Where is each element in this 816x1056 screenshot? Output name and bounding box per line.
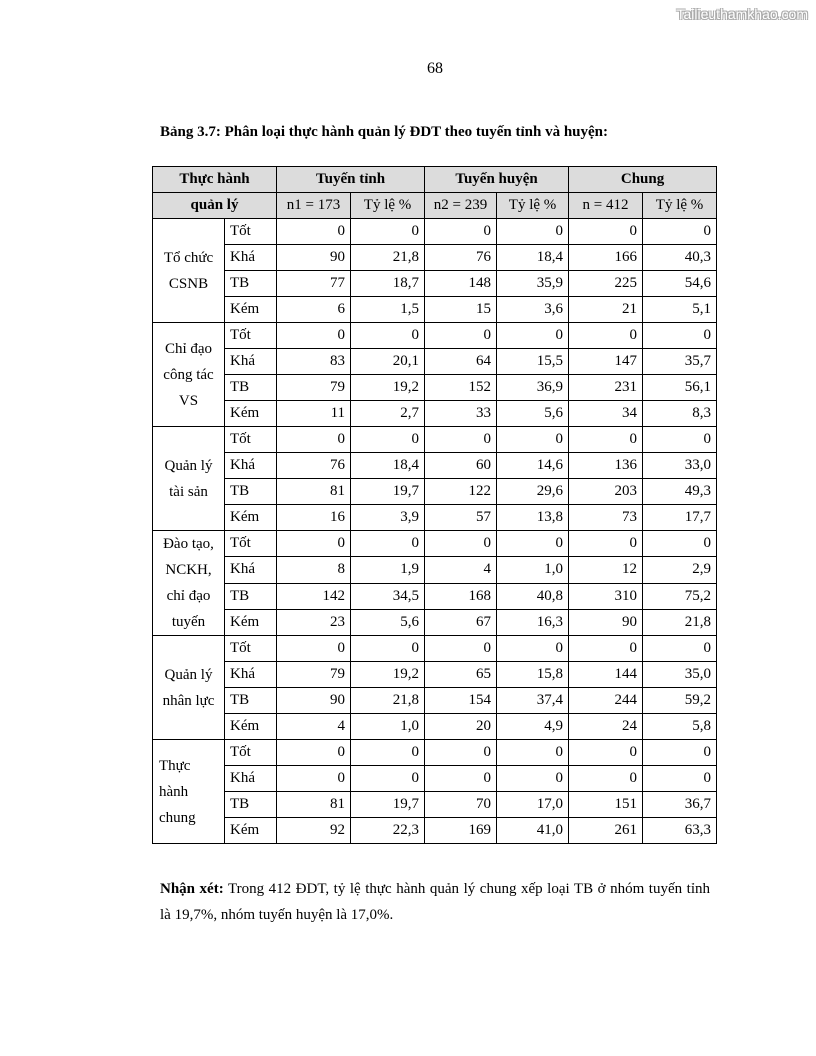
value-cell: 0 (425, 323, 497, 349)
value-cell: 0 (277, 219, 351, 245)
group-label (153, 531, 225, 636)
value-cell: 144 (569, 662, 643, 688)
value-cell: 70 (425, 792, 497, 818)
level-cell: Tốt (225, 323, 277, 349)
value-cell: 1,5 (351, 297, 425, 323)
value-cell: 0 (277, 427, 351, 453)
table-row (153, 662, 717, 688)
value-cell: 79 (277, 375, 351, 401)
value-cell: 35,9 (497, 271, 569, 297)
value-cell: 17,0 (497, 792, 569, 818)
value-cell: 0 (425, 636, 497, 662)
value-cell: 0 (569, 427, 643, 453)
value-cell: 49,3 (643, 479, 717, 505)
header-practice-line2: quản lý (153, 193, 277, 219)
group-label (153, 427, 225, 531)
value-cell: 8 (277, 557, 351, 583)
group-label (153, 740, 225, 844)
value-cell: 0 (569, 219, 643, 245)
value-cell: 34 (569, 401, 643, 427)
value-cell: 35,0 (643, 662, 717, 688)
value-cell: 75,2 (643, 583, 717, 609)
value-cell: 169 (425, 818, 497, 844)
remark-paragraph (160, 876, 710, 928)
level-cell: Tốt (225, 636, 277, 662)
value-cell: 8,3 (643, 401, 717, 427)
value-cell: 0 (643, 427, 717, 453)
value-cell: 11 (277, 401, 351, 427)
value-cell: 0 (277, 323, 351, 349)
value-cell: 0 (497, 219, 569, 245)
value-cell: 0 (425, 766, 497, 792)
value-cell: 244 (569, 688, 643, 714)
level-cell: Tốt (225, 740, 277, 766)
value-cell: 60 (425, 453, 497, 479)
value-cell: 18,7 (351, 271, 425, 297)
value-cell: 0 (277, 531, 351, 557)
table-row (153, 609, 717, 635)
value-cell: 21 (569, 297, 643, 323)
management-practice-table (152, 166, 717, 844)
level-cell: Khá (225, 453, 277, 479)
value-cell: 24 (569, 714, 643, 740)
table-row (153, 375, 717, 401)
level-cell: Kém (225, 609, 277, 635)
level-cell: TB (225, 271, 277, 297)
group-label-line: chung (159, 809, 196, 826)
value-cell: 0 (643, 766, 717, 792)
value-cell: 22,3 (351, 818, 425, 844)
group-label (153, 323, 225, 427)
table-row (153, 453, 717, 479)
header-practice-line1: Thực hành (153, 167, 277, 193)
table-row (153, 505, 717, 531)
value-cell: 18,4 (497, 245, 569, 271)
value-cell: 0 (351, 636, 425, 662)
value-cell: 0 (497, 323, 569, 349)
value-cell: 0 (497, 636, 569, 662)
table-row (153, 349, 717, 375)
value-cell: 3,9 (351, 505, 425, 531)
value-cell: 0 (569, 740, 643, 766)
value-cell: 19,7 (351, 792, 425, 818)
value-cell: 15 (425, 297, 497, 323)
value-cell: 0 (351, 766, 425, 792)
value-cell: 21,8 (351, 688, 425, 714)
value-cell: 0 (425, 740, 497, 766)
value-cell: 13,8 (497, 505, 569, 531)
level-cell: TB (225, 583, 277, 609)
group-label-line: Tổ chức (163, 249, 214, 266)
group-label-line: nhân lực (162, 692, 215, 709)
value-cell: 0 (569, 636, 643, 662)
value-cell: 57 (425, 505, 497, 531)
header-district: Tuyến huyện (425, 167, 569, 193)
value-cell: 15,5 (497, 349, 569, 375)
remark-text: Trong 412 ĐDT, tỷ lệ thực hành quản lý chung xếp loại TB ở nhóm tuyến tỉnh là 19,7%, nhóm tuyến huyện là 17,0%. (160, 881, 710, 923)
value-cell: 0 (497, 766, 569, 792)
value-cell: 21,8 (643, 609, 717, 635)
table-row (153, 740, 717, 766)
value-cell: 151 (569, 792, 643, 818)
value-cell: 12 (569, 557, 643, 583)
group-label-line: VS (178, 392, 199, 409)
level-cell: Kém (225, 505, 277, 531)
table-row (153, 531, 717, 557)
value-cell: 231 (569, 375, 643, 401)
table-row (153, 583, 717, 609)
value-cell: 16,3 (497, 609, 569, 635)
value-cell: 81 (277, 479, 351, 505)
value-cell: 76 (425, 245, 497, 271)
table-caption: Bảng 3.7: Phân loại thực hành quản lý ĐDT theo tuyến tỉnh và huyện: (160, 124, 609, 140)
value-cell: 17,7 (643, 505, 717, 531)
level-cell: Tốt (225, 531, 277, 557)
value-cell: 63,3 (643, 818, 717, 844)
level-cell: Khá (225, 349, 277, 375)
value-cell: 41,0 (497, 818, 569, 844)
table-row (153, 557, 717, 583)
value-cell: 0 (277, 636, 351, 662)
value-cell: 2,7 (351, 401, 425, 427)
value-cell: 36,9 (497, 375, 569, 401)
value-cell: 19,2 (351, 375, 425, 401)
value-cell: 81 (277, 792, 351, 818)
value-cell: 0 (497, 427, 569, 453)
level-cell: Kém (225, 401, 277, 427)
value-cell: 0 (569, 766, 643, 792)
level-cell: Kém (225, 297, 277, 323)
table-row (153, 427, 717, 453)
value-cell: 136 (569, 453, 643, 479)
value-cell: 21,8 (351, 245, 425, 271)
value-cell: 14,6 (497, 453, 569, 479)
value-cell: 0 (351, 323, 425, 349)
group-label (153, 636, 225, 740)
value-cell: 1,0 (497, 557, 569, 583)
table-row (153, 297, 717, 323)
table-row (153, 766, 717, 792)
value-cell: 29,6 (497, 479, 569, 505)
value-cell: 4,9 (497, 714, 569, 740)
level-cell: TB (225, 375, 277, 401)
header-pct3: Tỷ lệ % (643, 193, 717, 219)
value-cell: 33 (425, 401, 497, 427)
value-cell: 147 (569, 349, 643, 375)
header-province: Tuyến tỉnh (277, 167, 425, 193)
group-label-line: tài sản (169, 483, 208, 500)
value-cell: 56,1 (643, 375, 717, 401)
value-cell: 23 (277, 609, 351, 635)
value-cell: 0 (569, 323, 643, 349)
value-cell: 122 (425, 479, 497, 505)
header-n1: n1 = 173 (277, 193, 351, 219)
value-cell: 0 (643, 323, 717, 349)
group-label-line: công tác (163, 366, 214, 383)
value-cell: 4 (425, 557, 497, 583)
value-cell: 37,4 (497, 688, 569, 714)
table-row (153, 636, 717, 662)
value-cell: 148 (425, 271, 497, 297)
level-cell: TB (225, 479, 277, 505)
header-pct1: Tỷ lệ % (351, 193, 425, 219)
value-cell: 154 (425, 688, 497, 714)
value-cell: 5,6 (497, 401, 569, 427)
level-cell: Tốt (225, 219, 277, 245)
value-cell: 0 (351, 219, 425, 245)
value-cell: 225 (569, 271, 643, 297)
value-cell: 0 (643, 219, 717, 245)
value-cell: 90 (277, 688, 351, 714)
value-cell: 40,8 (497, 583, 569, 609)
value-cell: 5,1 (643, 297, 717, 323)
level-cell: Kém (225, 818, 277, 844)
header-overall: Chung (569, 167, 717, 193)
value-cell: 0 (351, 427, 425, 453)
value-cell: 0 (425, 219, 497, 245)
value-cell: 1,0 (351, 714, 425, 740)
value-cell: 0 (351, 740, 425, 766)
value-cell: 54,6 (643, 271, 717, 297)
value-cell: 34,5 (351, 583, 425, 609)
value-cell: 20 (425, 714, 497, 740)
value-cell: 73 (569, 505, 643, 531)
value-cell: 0 (643, 531, 717, 557)
value-cell: 5,8 (643, 714, 717, 740)
group-label-line: Thực (159, 757, 191, 774)
header-n3: n = 412 (569, 193, 643, 219)
group-label-line: NCKH, (165, 562, 212, 578)
table-row (153, 401, 717, 427)
table-row (153, 688, 717, 714)
group-label-line: tuyến (171, 614, 206, 630)
remark-label: Nhận xét: (160, 881, 224, 897)
table-row (153, 714, 717, 740)
level-cell: TB (225, 688, 277, 714)
group-label-line: CSNB (168, 275, 209, 292)
value-cell: 33,0 (643, 453, 717, 479)
header-n2: n2 = 239 (425, 193, 497, 219)
value-cell: 0 (351, 531, 425, 557)
value-cell: 19,7 (351, 479, 425, 505)
value-cell: 152 (425, 375, 497, 401)
table-row (153, 219, 717, 245)
level-cell: Khá (225, 557, 277, 583)
group-label-line: Quản lý (164, 666, 213, 683)
value-cell: 310 (569, 583, 643, 609)
value-cell: 40,3 (643, 245, 717, 271)
header-row (153, 167, 717, 193)
value-cell: 0 (643, 636, 717, 662)
value-cell: 0 (425, 427, 497, 453)
value-cell: 2,9 (643, 557, 717, 583)
value-cell: 36,7 (643, 792, 717, 818)
value-cell: 168 (425, 583, 497, 609)
value-cell: 18,4 (351, 453, 425, 479)
table-row (153, 792, 717, 818)
group-label-line: Đào tạo, (163, 536, 214, 552)
level-cell: Khá (225, 662, 277, 688)
watermark: Tailieuthamkhao.com (676, 6, 808, 22)
value-cell: 4 (277, 714, 351, 740)
group-label-line: chỉ đạo (166, 588, 211, 604)
value-cell: 15,8 (497, 662, 569, 688)
value-cell: 19,2 (351, 662, 425, 688)
level-cell: TB (225, 792, 277, 818)
table-row (153, 271, 717, 297)
value-cell: 64 (425, 349, 497, 375)
value-cell: 0 (277, 766, 351, 792)
value-cell: 142 (277, 583, 351, 609)
header-pct2: Tỷ lệ % (497, 193, 569, 219)
table-row (153, 479, 717, 505)
group-label-line: Quản lý (164, 457, 213, 474)
value-cell: 6 (277, 297, 351, 323)
value-cell: 0 (569, 531, 643, 557)
level-cell: Khá (225, 766, 277, 792)
level-cell: Kém (225, 714, 277, 740)
value-cell: 35,7 (643, 349, 717, 375)
value-cell: 5,6 (351, 609, 425, 635)
value-cell: 203 (569, 479, 643, 505)
value-cell: 3,6 (497, 297, 569, 323)
value-cell: 67 (425, 609, 497, 635)
value-cell: 20,1 (351, 349, 425, 375)
group-label (153, 219, 225, 323)
value-cell: 16 (277, 505, 351, 531)
value-cell: 59,2 (643, 688, 717, 714)
level-cell: Khá (225, 245, 277, 271)
value-cell: 0 (277, 740, 351, 766)
level-cell: Tốt (225, 427, 277, 453)
group-label-line: Chỉ đạo (164, 340, 213, 357)
value-cell: 261 (569, 818, 643, 844)
value-cell: 0 (497, 531, 569, 557)
value-cell: 79 (277, 662, 351, 688)
value-cell: 90 (277, 245, 351, 271)
page-number: 68 (427, 60, 443, 77)
subheader-row (153, 193, 717, 219)
value-cell: 76 (277, 453, 351, 479)
table-body (153, 219, 717, 844)
table-row (153, 818, 717, 844)
value-cell: 1,9 (351, 557, 425, 583)
table-row (153, 323, 717, 349)
value-cell: 65 (425, 662, 497, 688)
value-cell: 77 (277, 271, 351, 297)
value-cell: 92 (277, 818, 351, 844)
group-label-line: hành (159, 783, 189, 800)
value-cell: 83 (277, 349, 351, 375)
value-cell: 166 (569, 245, 643, 271)
value-cell: 90 (569, 609, 643, 635)
value-cell: 0 (643, 740, 717, 766)
table-row (153, 245, 717, 271)
value-cell: 0 (425, 531, 497, 557)
value-cell: 0 (497, 740, 569, 766)
